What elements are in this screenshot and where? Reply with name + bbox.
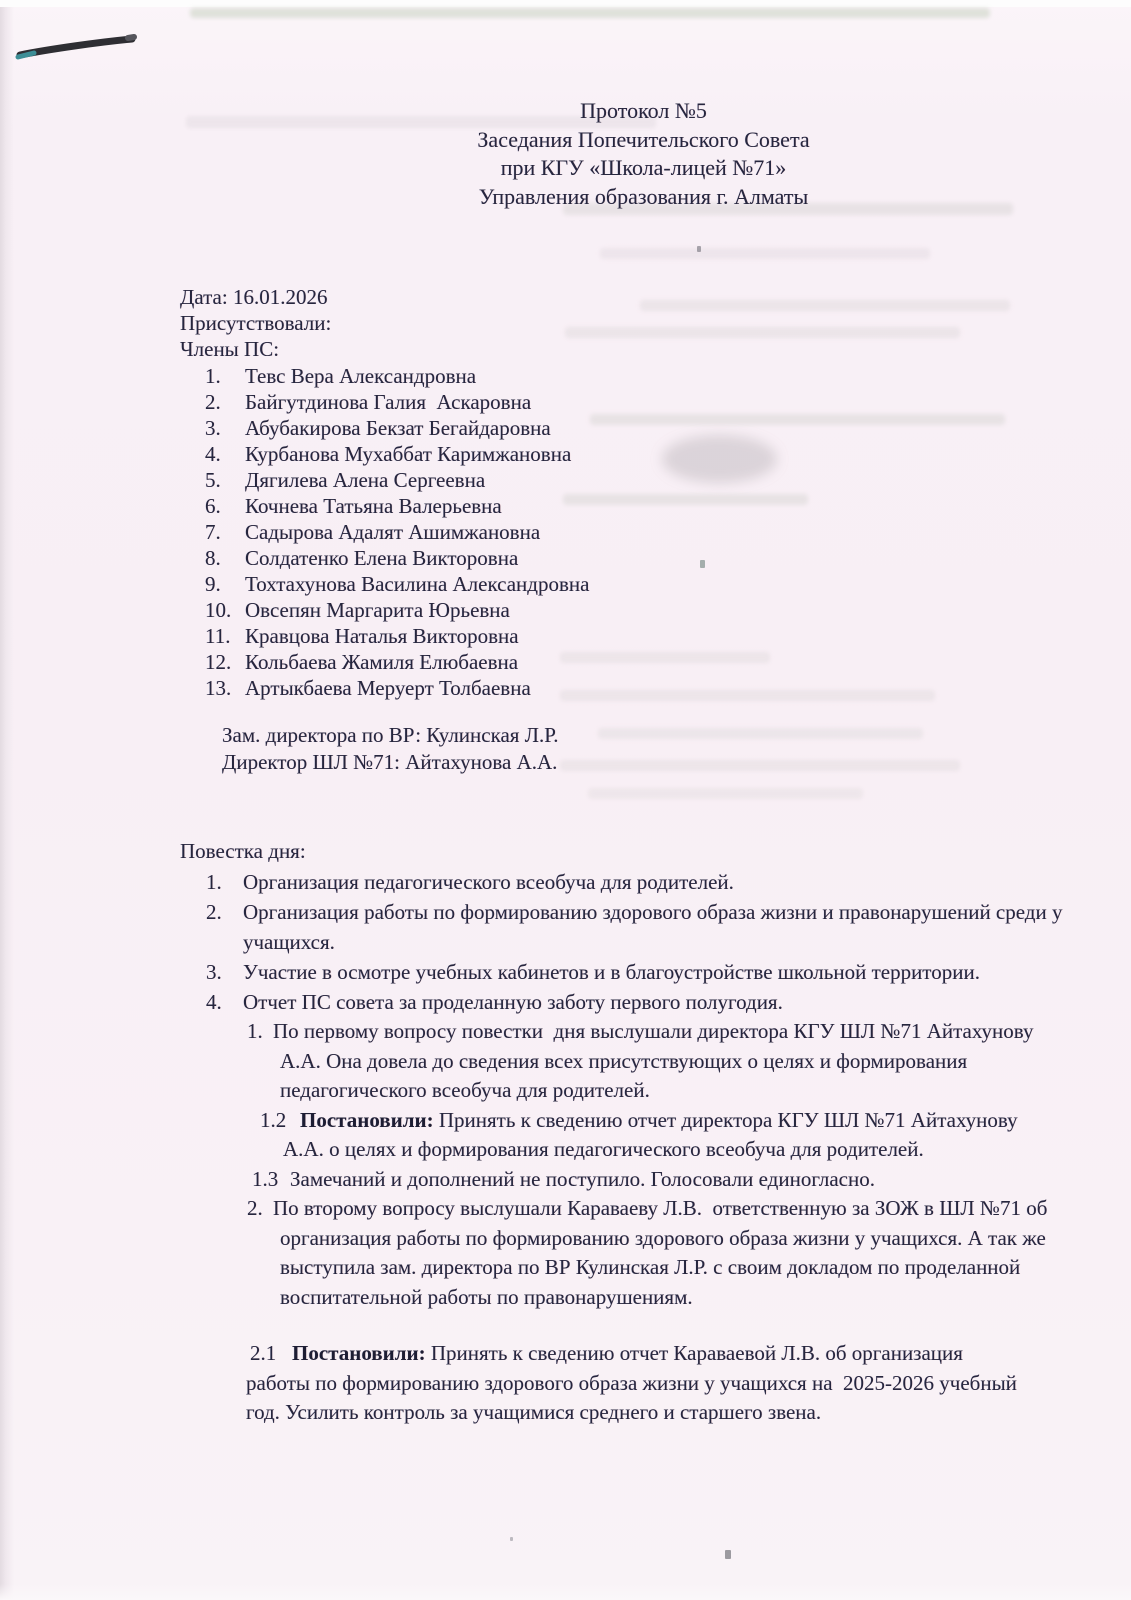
members-label: Члены ПС: <box>180 337 280 361</box>
agenda-text: Организация педагогического всеобуча для родителей. <box>243 870 734 894</box>
agenda-text: Отчет ПС совета за проделанную заботу первого полугодия. <box>243 990 783 1014</box>
member-item <box>205 597 1065 623</box>
resolution-label: Постановили: <box>300 1107 434 1132</box>
meta-block <box>180 284 1065 362</box>
official-line: Зам. директора по ВР: Кулинская Л.Р. <box>222 723 559 747</box>
minutes-item-text: По второму вопросу выслушали Караваеву Л.В. ответственную за ЗОЖ в ШЛ №71 об организация работы по формированию здорового образа жизни у учащихся. А так же выступила зам. директора по ВР Кулинская Л.Р. с своим докладом по проделанной воспитательной работы по правонарушениям. <box>273 1196 1053 1309</box>
pen-mark <box>10 28 150 73</box>
member-name: Солдатенко Елена Викторовна <box>245 546 519 570</box>
minutes-item-text: По первому вопросу повестки дня выслушали директора КГУ ШЛ №71 Айтахунову А.А. Она довела до сведения всех присутствующих о целях и формирования педагогического всеобуча для родителей. <box>273 1019 1039 1102</box>
member-name: Курбанова Мухаббат Каримжановна <box>245 442 572 466</box>
member-item <box>205 649 1065 675</box>
member-item <box>205 519 1065 545</box>
member-name: Дягилева Алена Сергеевна <box>245 468 486 492</box>
member-item <box>205 675 1065 701</box>
agenda-label: Повестка дня: <box>180 839 306 863</box>
member-name: Садырова Адалят Ашимжановна <box>245 520 541 544</box>
official-line: Директор ШЛ №71: Айтахунова А.А. <box>222 750 558 774</box>
member-name: Овсепян Маргарита Юрьевна <box>245 598 510 622</box>
minutes-item <box>252 1165 1045 1195</box>
member-item <box>205 415 1065 441</box>
scan-speck <box>510 1537 513 1541</box>
member-name: Артыкбаева Меруерт Толбаевна <box>245 676 531 700</box>
member-name: Тевс Вера Александровна <box>245 364 477 388</box>
member-item <box>205 389 1065 415</box>
minutes-item <box>260 1106 1023 1165</box>
title-line: Заседания Попечительского Совета <box>477 126 810 152</box>
minutes-item <box>247 1194 1055 1312</box>
scan-edge-bottom <box>0 1584 1131 1600</box>
minutes-item <box>247 1017 1055 1106</box>
members-list <box>205 363 1065 701</box>
minutes-item-text: Замечаний и дополнений не поступило. Голосовали единогласно. <box>290 1166 875 1191</box>
agenda-item <box>206 867 1065 897</box>
minutes-item-number: 1. <box>247 1019 263 1043</box>
minutes-item-number: 2. <box>247 1196 263 1220</box>
agenda-list <box>206 867 1068 1017</box>
document-content <box>180 0 1068 1428</box>
minutes-item-text: Принять к сведению отчет Караваевой Л.В. об организация работы по формированию здорового образа жизни у учащихся на 2025-2026 учебный год. Усилить контроль за учащимися среднего и старшего звена. <box>246 1341 1023 1424</box>
member-name: Абубакирова Бекзат Бегайдаровна <box>245 416 551 440</box>
minutes-item-number: 1.2 <box>260 1107 287 1132</box>
resolution-label: Постановили: <box>292 1341 426 1365</box>
member-name: Кравцова Наталья Викторовна <box>245 624 519 648</box>
document-title <box>222 97 1065 211</box>
member-item <box>205 441 1065 467</box>
scan-speck <box>725 1550 731 1559</box>
minutes-list <box>180 1017 1065 1312</box>
agenda-item <box>206 957 1065 987</box>
member-name: Байгутдинова Галия Аскаровна <box>245 390 532 414</box>
minutes-item-text: Принять к сведению отчет директора КГУ ШЛ №71 Айтахунову А.А. о целях и формирования педагогического всеобуча для родителей. <box>283 1107 1023 1161</box>
attendees-label: Присутствовали: <box>180 311 332 335</box>
member-name: Кочнева Татьяна Валерьевна <box>245 494 502 518</box>
title-line: при КГУ «Школа-лицей №71» <box>500 155 787 180</box>
officials-block <box>222 722 1065 776</box>
agenda-item <box>206 987 1065 1017</box>
date-line: Дата: 16.01.2026 <box>180 285 328 309</box>
minutes-item-number: 2.1 <box>250 1341 277 1365</box>
title-line: Протокол №5 <box>580 98 707 123</box>
scan-edge-left <box>0 7 14 1600</box>
agenda-item <box>206 897 1068 957</box>
member-name: Тохтахунова Василина Александровна <box>245 572 590 596</box>
member-item <box>205 493 1065 519</box>
member-item <box>205 571 1065 597</box>
resolution-paragraph <box>246 1339 1024 1428</box>
minutes-item-number: 1.3 <box>252 1166 279 1191</box>
member-item <box>205 467 1065 493</box>
title-line: Управления образования г. Алматы <box>478 183 809 209</box>
agenda-text: Организация работы по формированию здорового образа жизни и правонарушений среди у учащихся. <box>243 900 1068 954</box>
member-item <box>205 363 1065 389</box>
member-item <box>205 545 1065 571</box>
agenda-text: Участие в осмотре учебных кабинетов и в благоустройстве школьной территории. <box>243 960 980 984</box>
member-name: Кольбаева Жамиля Елюбаевна <box>245 650 519 674</box>
member-item <box>205 623 1065 649</box>
